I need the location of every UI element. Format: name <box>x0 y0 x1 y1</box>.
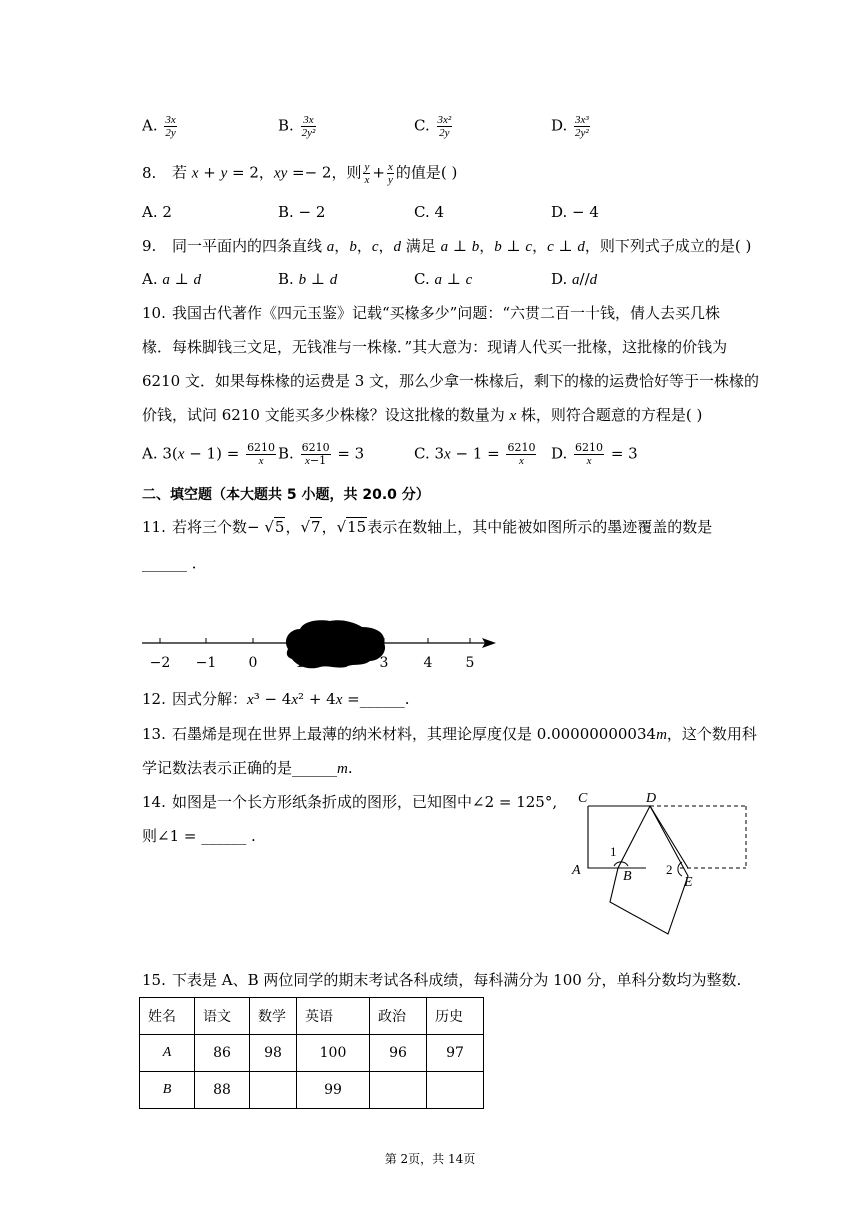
label-c: C <box>578 791 588 806</box>
label-d: D <box>646 791 657 806</box>
ink-blot <box>286 620 385 668</box>
label-e: E <box>684 875 693 890</box>
label-a: A <box>572 863 581 878</box>
question-14-line-2: 则∠1 = ______ . <box>142 827 256 845</box>
tick-label: −2 <box>149 655 171 671</box>
q7-option-a: A. $\frac{3x}{2y}$ <box>142 114 176 139</box>
score-table <box>139 997 484 1109</box>
q7-option-d: D. $\frac{\text{3x³}}{\text{2y²}}$ <box>551 114 589 139</box>
q10-option-c: C. 3x − 1 = $\frac{6210}{x}$ <box>414 441 536 467</box>
angle-2-label: 2 <box>666 862 673 877</box>
tick-label: 3 <box>379 655 389 671</box>
question-13-line-2: 学记数法表示正确的是______m. <box>142 759 353 777</box>
question-13-line-1: 13. 石墨烯是现在世界上最薄的纳米材料，其理论厚度仅是 0.00000000034m，这个数用科 <box>142 725 757 743</box>
question-10-line-3: 6210 文．如果每株椽的运费是 3 文，那么少拿一株椽后，剩下的椽的运费恰好等于一株椽的 <box>142 372 760 390</box>
folded-strip-figure <box>568 786 758 946</box>
question-10-line-4: 价钱，试问 6210 文能买多少株椽？设这批椽的数量为 x 株，则符合题意的方程是( ) <box>142 406 703 424</box>
question-10-line-2: 椽．每株脚钱三文足，无钱准与一株椽．”其大意为：现请人代买一批椽，这批椽的价钱为 <box>142 338 728 356</box>
table-header-row <box>140 998 484 1035</box>
question-12: 12. 因式分解：x³ − 4x² + 4x =______. <box>142 690 410 708</box>
q8-option-d: D. − 4 <box>551 203 599 221</box>
section-2-title: 二、填空题（本大题共 5 小题，共 20.0 分） <box>142 487 430 503</box>
table-header-cell: 语文 <box>195 998 250 1035</box>
table-cell: 99 <box>297 1072 370 1109</box>
q7-option-c: C. $\frac{\text{3x²}}{2y}$ <box>414 114 452 139</box>
tick-label: 5 <box>465 655 475 671</box>
question-9: 9. 同一平面内的四条直线 a，b，c，d 满足 a ⊥ b，b ⊥ c，c ⊥ d，则下列式子成立的是( ) <box>142 237 752 255</box>
table-cell: 98 <box>250 1035 297 1072</box>
question-11-blank: ______ ． <box>142 554 207 572</box>
table-cell: A <box>140 1035 195 1072</box>
label-b: B <box>623 869 632 884</box>
q8-option-c: C. 4 <box>414 203 445 221</box>
table-header-cell: 姓名 <box>140 998 195 1035</box>
table-cell: 100 <box>297 1035 370 1072</box>
question-11: 11. 若将三个数− √5，√7，√15表示在数轴上，其中能被如图所示的墨迹覆盖的数是 <box>142 518 713 536</box>
q9-option-b: B. b ⊥ d <box>278 270 338 288</box>
q8-option-b: B. − 2 <box>278 203 326 221</box>
q10-option-a: A. 3(x − 1) = $\frac{6210}{x}$ <box>142 441 276 467</box>
table-cell: 88 <box>195 1072 250 1109</box>
tick-label: 4 <box>423 655 433 671</box>
q9-option-c: C. a ⊥ c <box>414 270 473 288</box>
q9-option-d: D. a//d <box>551 270 598 288</box>
table-cell: 86 <box>195 1035 250 1072</box>
table-cell <box>250 1072 297 1109</box>
table-header-cell: 英语 <box>297 998 370 1035</box>
table-row <box>140 1072 484 1109</box>
q10-option-b: B. $\frac{6210}{x-1}$ = 3 <box>278 441 365 467</box>
table-cell <box>427 1072 484 1109</box>
q8-option-a: A. 2 <box>142 203 172 221</box>
page-footer: 第 2页，共 14页 <box>384 1152 476 1166</box>
table-cell: 96 <box>370 1035 427 1072</box>
question-14-line-1: 14. 如图是一个长方形纸条折成的图形，已知图中∠2 = 125°, <box>142 793 558 811</box>
number-line-figure <box>140 615 500 675</box>
q7-option-b: B. $\frac{3x}{\text{2y²}}$ <box>278 114 316 139</box>
table-header-cell: 历史 <box>427 998 484 1035</box>
table-cell: B <box>140 1072 195 1109</box>
table-row <box>140 1035 484 1072</box>
table-cell <box>370 1072 427 1109</box>
tick-label: −1 <box>195 655 217 671</box>
question-8: 8. 若 x + y = 2，xy =− 2，则 $\frac{y}{x}$ + $\frac{x}{y}$ 的值是( ) <box>142 161 458 186</box>
question-10-line-1: 10. 我国古代著作《四元玉鉴》记载“买椽多少”问题：“六贯二百一十钱，倩人去买几株 <box>142 304 721 322</box>
table-header-cell: 数学 <box>250 998 297 1035</box>
table-header-cell: 政治 <box>370 998 427 1035</box>
angle-1-label: 1 <box>610 844 617 859</box>
table-cell: 97 <box>427 1035 484 1072</box>
tick-label: 0 <box>248 655 258 671</box>
q10-option-d: D. $\frac{6210}{x}$ = 3 <box>551 441 638 467</box>
question-15: 15. 下表是 A、B 两位同学的期末考试各科成绩，每科满分为 100 分，单科分数均为整数. <box>142 971 742 989</box>
q9-option-a: A. a ⊥ d <box>142 270 202 288</box>
